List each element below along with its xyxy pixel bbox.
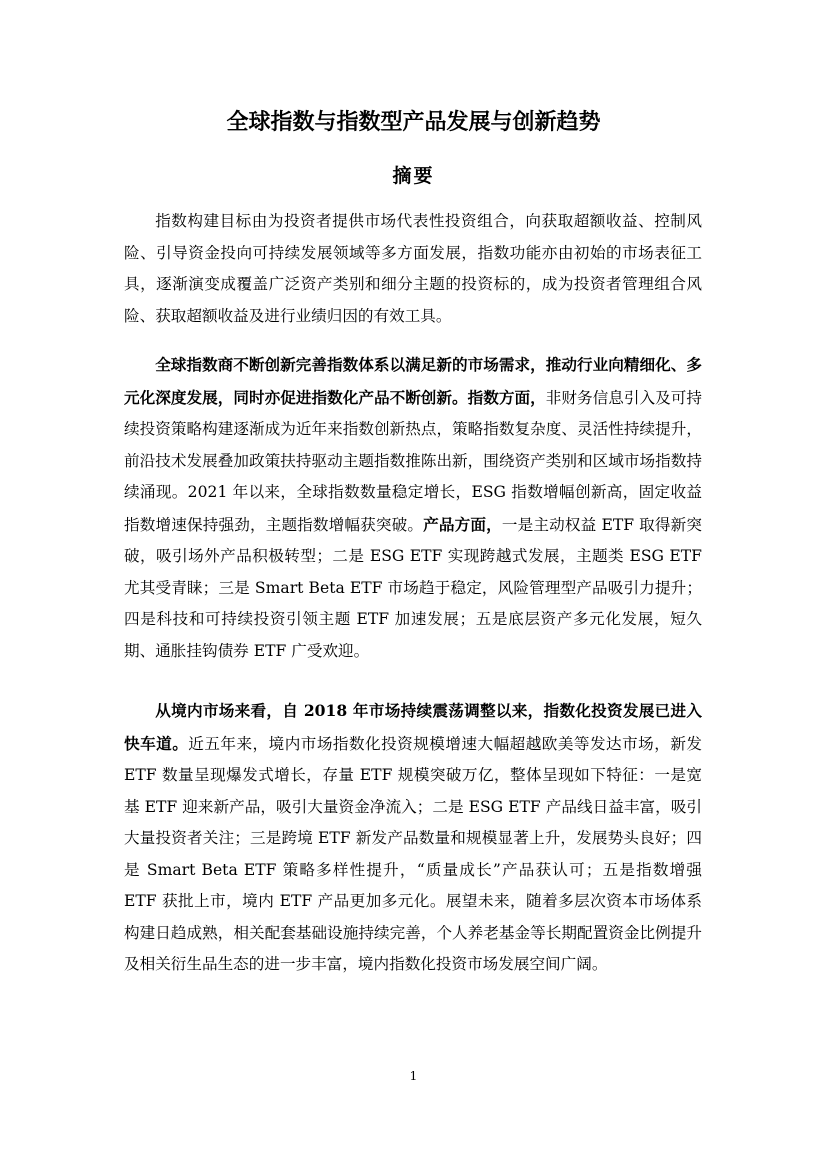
- abstract-paragraph-2: [124, 349, 702, 667]
- document-title: 全球指数与指数型产品发展与创新趋势: [226, 109, 601, 135]
- paragraph-3-text-1: 近五年来，境内市场指数化投资规模增速大幅超越欧美等发达市场，新发 ETF 数量呈现爆发式增长，存量 ETF 规模突破万亿，整体呈现如下特征：一是宽基 ETF 迎来新产品，吸引大量资金净流入；二是 ESG ETF 产品线日益丰富，吸引大量投资者关注；三是跨境 ETF 新发产品数量和规模显著上升，发展势头良好；四是 Smart Beta ETF 策略多样性提升，“质量成长”产品获认可；五是指数增强 ETF 获批上市，境内 ETF 产品更加多元化。展望未来，随着多层次资本市场体系构建日趋成熟，相关配套基础设施持续完善，个人养老基金等长期配置资金比例提升及相关衍生品生态的进一步丰富，境内指数化投资市场发展空间广阔。: [124, 734, 702, 973]
- abstract-paragraph-1: [124, 206, 702, 332]
- paragraph-2-text-1: 非财务信息引入及可持续投资策略构建逐渐成为近年来指数创新热点，策略指数复杂度、灵活性持续提升，前沿技术发展叠加政策扶持驱动主题指数推陈出新，围绕资产类别和区域市场指数持续涌现。2021 年以来，全球指数数量稳定增长，ESG 指数增幅创新高，固定收益指数增速保持强劲，主题指数增幅获突破。: [124, 388, 702, 534]
- paragraph-2-bold-products: 产品方面，: [423, 514, 502, 534]
- paragraph-3-bold-lead: 从境内市场来看，自 2018 年市场持续震荡调整以来，指数化投资发展已进入快车道。: [124, 701, 702, 753]
- page-number: 1: [409, 1069, 418, 1083]
- abstract-paragraph-3: [124, 695, 702, 981]
- paragraph-2-bold-lead: 全球指数商不断创新完善指数体系以满足新的市场需求，推动行业向精细化、多元化深度发展，同时亦促进指数化产品不断创新。指数方面，: [124, 355, 702, 407]
- paragraph-2-text-2: 一是主动权益 ETF 取得新突破，吸引场外产品积极转型；二是 ESG ETF 实现跨越式发展，主题类 ESG ETF 尤其受青睐；三是 Smart Beta ETF 市场趋于稳定，风险管理型产品吸引力提升；四是科技和可持续投资引领主题 ETF 加速发展；五是底层资产多元化发展，短久期、通胀挂钩债券 ETF 广受欢迎。: [124, 515, 702, 660]
- abstract-heading: 摘要: [392, 165, 435, 187]
- paragraph-1-text: 指数构建目标由为投资者提供市场代表性投资组合，向获取超额收益、控制风险、引导资金投向可持续发展领域等多方面发展，指数功能亦由初始的市场表征工具，逐渐演变成覆盖广泛资产类别和细分主题的投资标的，成为投资者管理组合风险、获取超额收益及进行业绩归因的有效工具。: [124, 212, 702, 325]
